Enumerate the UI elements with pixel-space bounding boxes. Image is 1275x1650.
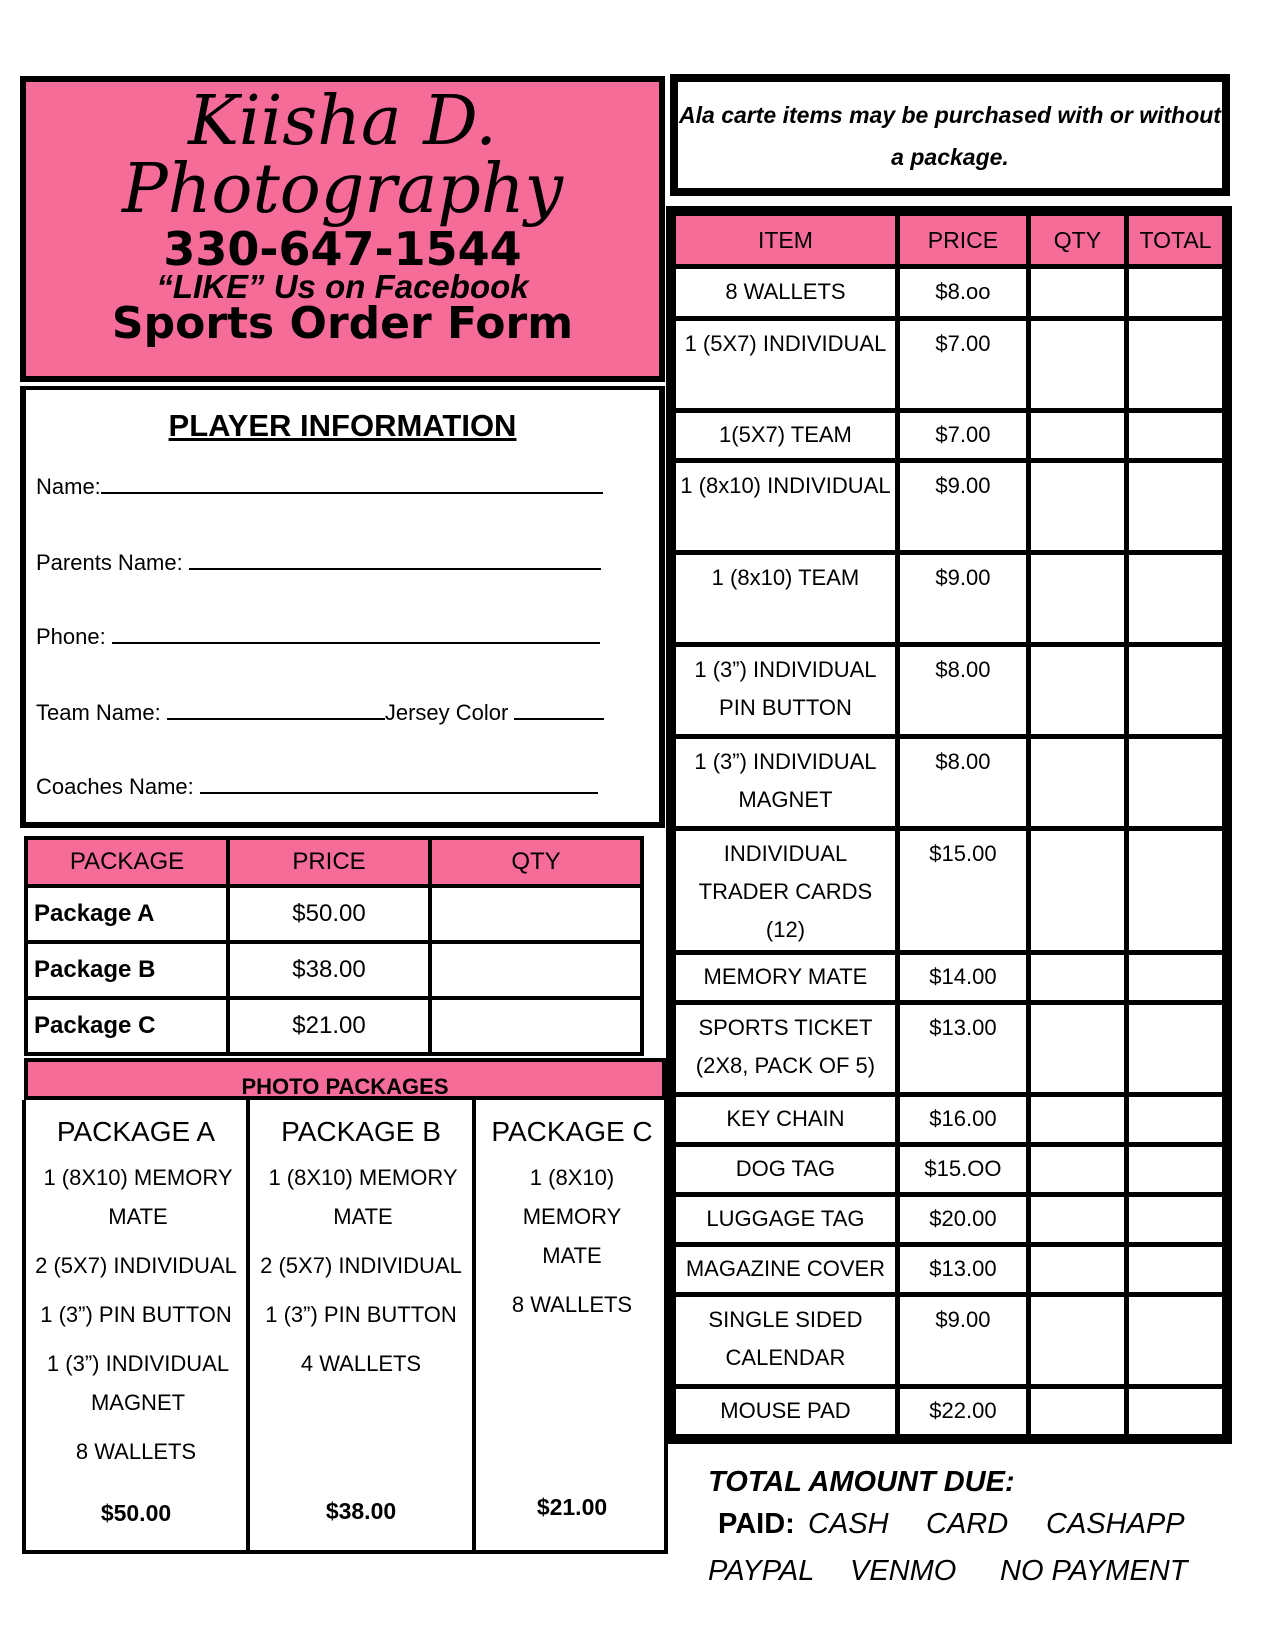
package-a-item: 1 (3”) PIN BUTTON bbox=[40, 1302, 232, 1327]
payment-venmo[interactable]: VENMO bbox=[850, 1555, 957, 1587]
item-row bbox=[674, 645, 1225, 737]
brand-name-line2: Photography bbox=[121, 150, 564, 229]
payment-cash[interactable]: CASH bbox=[808, 1508, 889, 1540]
package-b-item: 4 WALLETS bbox=[300, 1351, 422, 1376]
player-information-heading: PLAYER INFORMATION bbox=[168, 408, 517, 443]
package-price: $21.00 bbox=[228, 998, 430, 1054]
item-name: DOG TAG bbox=[674, 1145, 898, 1195]
item-name: MAGAZINE COVER bbox=[674, 1245, 898, 1295]
item-total-cell[interactable] bbox=[1126, 411, 1224, 461]
payment-paypal[interactable]: PAYPAL bbox=[708, 1555, 815, 1587]
item-total-cell[interactable] bbox=[1126, 645, 1224, 737]
item-qty-cell[interactable] bbox=[1028, 829, 1126, 953]
item-name: KEY CHAIN bbox=[674, 1095, 898, 1145]
package-a-title: PACKAGE A bbox=[56, 1116, 216, 1147]
item-qty-cell[interactable] bbox=[1028, 319, 1126, 411]
item-qty-cell[interactable] bbox=[1028, 1195, 1126, 1245]
item-name: MEMORY MATE bbox=[674, 953, 898, 1003]
package-row-b bbox=[26, 942, 642, 998]
payment-card[interactable]: CARD bbox=[926, 1508, 1009, 1540]
photo-packages-box bbox=[22, 1100, 668, 1554]
item-price: $9.00 bbox=[897, 1295, 1028, 1387]
name-line[interactable] bbox=[101, 474, 603, 494]
item-price: $22.00 bbox=[897, 1387, 1028, 1437]
item-qty-cell[interactable] bbox=[1028, 1145, 1126, 1195]
payment-no-payment[interactable]: NO PAYMENT bbox=[1000, 1555, 1188, 1587]
item-name: INDIVIDUAL TRADER CARDS (12) bbox=[674, 829, 898, 953]
item-row bbox=[674, 319, 1225, 411]
item-price: $13.00 bbox=[897, 1245, 1028, 1295]
item-qty-cell[interactable] bbox=[1028, 737, 1126, 829]
package-price: $38.00 bbox=[228, 942, 430, 998]
item-total-cell[interactable] bbox=[1126, 953, 1224, 1003]
item-name: 1 (3”) INDIVIDUAL MAGNET bbox=[674, 737, 898, 829]
qty-header: QTY bbox=[430, 838, 642, 886]
item-qty-cell[interactable] bbox=[1028, 1003, 1126, 1095]
package-b-item: 2 (5X7) INDIVIDUAL bbox=[260, 1253, 462, 1278]
item-total-cell[interactable] bbox=[1126, 1387, 1224, 1437]
item-row bbox=[674, 267, 1225, 319]
item-qty-cell[interactable] bbox=[1028, 553, 1126, 645]
item-total-cell[interactable] bbox=[1126, 1295, 1224, 1387]
package-c-column bbox=[476, 1100, 668, 1550]
phone-label: Phone: bbox=[36, 624, 106, 649]
item-total-cell[interactable] bbox=[1126, 319, 1224, 411]
package-name: Package B bbox=[26, 942, 228, 998]
item-row bbox=[674, 461, 1225, 553]
phone-line[interactable] bbox=[112, 624, 600, 644]
item-qty-cell[interactable] bbox=[1028, 953, 1126, 1003]
item-total-cell[interactable] bbox=[1126, 1195, 1224, 1245]
item-price: $15.OO bbox=[897, 1145, 1028, 1195]
item-row bbox=[674, 1245, 1225, 1295]
item-total-cell[interactable] bbox=[1126, 737, 1224, 829]
item-name: 1 (5X7) INDIVIDUAL bbox=[674, 319, 898, 411]
jersey-color-line[interactable] bbox=[514, 700, 604, 720]
item-row bbox=[674, 1295, 1225, 1387]
name-label: Name: bbox=[36, 474, 101, 499]
package-name: Package A bbox=[26, 886, 228, 942]
brand-name-line1: Kiisha D. bbox=[188, 82, 497, 161]
package-row-c bbox=[26, 998, 642, 1054]
item-price: $14.00 bbox=[897, 953, 1028, 1003]
item-header: ITEM bbox=[674, 214, 898, 267]
price-header: PRICE bbox=[897, 214, 1028, 267]
ala-carte-notice: Ala carte items may be purchased with or without a package. bbox=[670, 74, 1230, 196]
paid-label: PAID: bbox=[718, 1508, 795, 1540]
item-qty-cell[interactable] bbox=[1028, 1387, 1126, 1437]
item-qty-cell[interactable] bbox=[1028, 267, 1126, 319]
phone-field[interactable] bbox=[36, 624, 600, 650]
package-header: PACKAGE bbox=[26, 838, 228, 886]
item-price: $7.00 bbox=[897, 411, 1028, 461]
item-name: SPORTS TICKET (2X8, PACK OF 5) bbox=[674, 1003, 898, 1095]
item-price: $20.00 bbox=[897, 1195, 1028, 1245]
package-a-item: 1 (8X10) MEMORY MATE bbox=[43, 1165, 233, 1229]
item-name: LUGGAGE TAG bbox=[674, 1195, 898, 1245]
item-name: 1 (8x10) TEAM bbox=[674, 553, 898, 645]
total-header: TOTAL bbox=[1126, 214, 1224, 267]
item-total-cell[interactable] bbox=[1126, 267, 1224, 319]
package-c-item: 1 (8X10) MEMORY MATE bbox=[522, 1165, 622, 1268]
package-a-price: $50.00 bbox=[100, 1500, 172, 1526]
item-name: 1(5X7) TEAM bbox=[674, 411, 898, 461]
item-row bbox=[674, 411, 1225, 461]
total-amount-due: TOTAL AMOUNT DUE: bbox=[708, 1466, 1015, 1498]
package-qty-cell[interactable] bbox=[430, 998, 642, 1054]
item-total-cell[interactable] bbox=[1126, 829, 1224, 953]
coaches-name-line[interactable] bbox=[200, 774, 598, 794]
team-name-line[interactable] bbox=[167, 700, 385, 720]
package-a-item: 8 WALLETS bbox=[75, 1439, 197, 1464]
phone-number: 330-647-1544 bbox=[163, 222, 522, 276]
item-price: $8.00 bbox=[897, 737, 1028, 829]
team-name-label: Team Name: bbox=[36, 700, 161, 725]
item-row bbox=[674, 953, 1225, 1003]
package-name: Package C bbox=[26, 998, 228, 1054]
item-name: SINGLE SIDED CALENDAR bbox=[674, 1295, 898, 1387]
parents-name-label: Parents Name: bbox=[36, 550, 183, 575]
qty-header: QTY bbox=[1028, 214, 1126, 267]
payment-cashapp[interactable]: CASHAPP bbox=[1046, 1508, 1185, 1540]
name-field[interactable] bbox=[36, 474, 603, 500]
jersey-color-label: Jersey Color bbox=[384, 700, 509, 725]
package-a-item: 2 (5X7) INDIVIDUAL bbox=[35, 1253, 237, 1278]
package-b-price: $38.00 bbox=[325, 1498, 397, 1524]
item-row bbox=[674, 1095, 1225, 1145]
item-name: 8 WALLETS bbox=[674, 267, 898, 319]
item-price: $8.00 bbox=[897, 645, 1028, 737]
header-panel bbox=[20, 76, 665, 382]
item-row bbox=[674, 553, 1225, 645]
item-price: $7.00 bbox=[897, 319, 1028, 411]
item-row bbox=[674, 1145, 1225, 1195]
player-information-panel bbox=[20, 386, 665, 828]
package-c-price: $21.00 bbox=[536, 1494, 608, 1520]
item-price: $13.00 bbox=[897, 1003, 1028, 1095]
coaches-name-label: Coaches Name: bbox=[36, 774, 194, 799]
item-total-cell[interactable] bbox=[1126, 1095, 1224, 1145]
item-qty-cell[interactable] bbox=[1028, 645, 1126, 737]
parents-name-field[interactable] bbox=[36, 550, 601, 576]
item-qty-cell[interactable] bbox=[1028, 1295, 1126, 1387]
item-price: $9.00 bbox=[897, 553, 1028, 645]
package-c-item: 8 WALLETS bbox=[511, 1292, 633, 1317]
package-b-item: 1 (3”) PIN BUTTON bbox=[265, 1302, 457, 1327]
item-name: 1 (3”) INDIVIDUAL PIN BUTTON bbox=[674, 645, 898, 737]
item-qty-cell[interactable] bbox=[1028, 1095, 1126, 1145]
item-price: $15.00 bbox=[897, 829, 1028, 953]
item-total-cell[interactable] bbox=[1126, 1003, 1224, 1095]
item-row bbox=[674, 1387, 1225, 1437]
package-price: $50.00 bbox=[228, 886, 430, 942]
item-name: 1 (8x10) INDIVIDUAL bbox=[674, 461, 898, 553]
package-table bbox=[24, 836, 644, 1056]
item-price: $16.00 bbox=[897, 1095, 1028, 1145]
photo-packages-heading: PHOTO PACKAGES bbox=[24, 1058, 666, 1100]
package-b-column bbox=[250, 1100, 476, 1550]
item-row bbox=[674, 737, 1225, 829]
item-qty-cell[interactable] bbox=[1028, 1245, 1126, 1295]
package-c-title: PACKAGE C bbox=[491, 1116, 653, 1147]
item-row bbox=[674, 1003, 1225, 1095]
item-qty-cell[interactable] bbox=[1028, 411, 1126, 461]
package-qty-cell[interactable] bbox=[430, 886, 642, 942]
form-title: Sports Order Form bbox=[111, 298, 574, 349]
item-total-cell[interactable] bbox=[1126, 1145, 1224, 1195]
package-row-a bbox=[26, 886, 642, 942]
package-a-column bbox=[26, 1100, 250, 1550]
team-name-field[interactable] bbox=[36, 700, 604, 726]
facebook-like: “LIKE” Us on Facebook bbox=[156, 268, 529, 305]
price-header: PRICE bbox=[228, 838, 430, 886]
coaches-name-field[interactable] bbox=[36, 774, 598, 800]
item-row bbox=[674, 829, 1225, 953]
item-total-cell[interactable] bbox=[1126, 1245, 1224, 1295]
ala-carte-table bbox=[666, 206, 1232, 1444]
package-a-item: 1 (3”) INDIVIDUAL MAGNET bbox=[46, 1351, 230, 1415]
item-row bbox=[674, 1195, 1225, 1245]
package-b-title: PACKAGE B bbox=[281, 1116, 441, 1147]
item-price: $8.oo bbox=[897, 267, 1028, 319]
item-total-cell[interactable] bbox=[1126, 553, 1224, 645]
parents-name-line[interactable] bbox=[189, 550, 601, 570]
package-b-item: 1 (8X10) MEMORY MATE bbox=[268, 1165, 458, 1229]
item-qty-cell[interactable] bbox=[1028, 461, 1126, 553]
item-price: $9.00 bbox=[897, 461, 1028, 553]
item-total-cell[interactable] bbox=[1126, 461, 1224, 553]
item-name: MOUSE PAD bbox=[674, 1387, 898, 1437]
package-qty-cell[interactable] bbox=[430, 942, 642, 998]
